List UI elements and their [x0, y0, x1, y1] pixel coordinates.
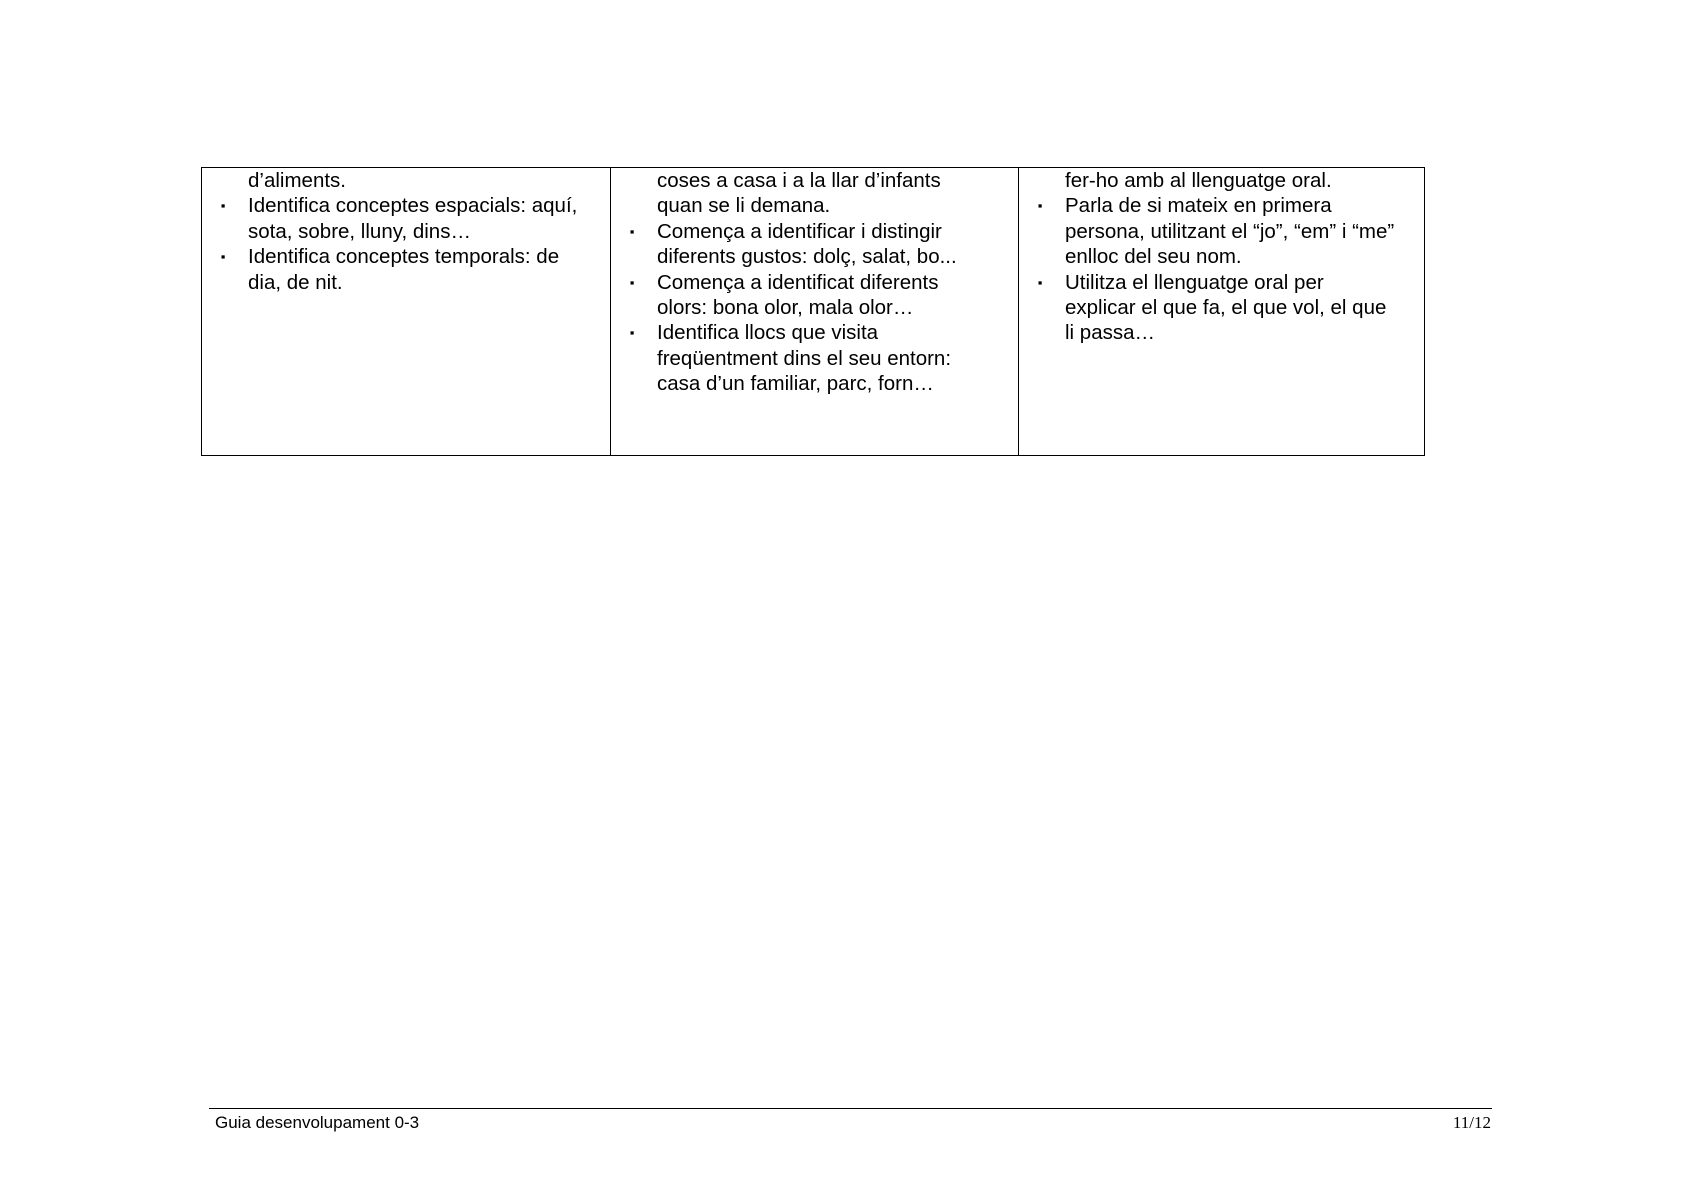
- list-item: [629, 320, 1010, 396]
- list-item-text: Comença a identificar i distingir diferents gustos: dolç, salat, bo...: [657, 219, 957, 269]
- table-column-3: [1018, 168, 1423, 455]
- list-item-text: Identifica conceptes temporals: de dia, de nit.: [248, 245, 560, 294]
- list-item: [1037, 193, 1415, 269]
- table-column-2: [610, 168, 1018, 455]
- list-item: [220, 193, 602, 244]
- square-bullet-icon: ▪: [629, 274, 635, 290]
- list-item: [629, 270, 1010, 321]
- list-item: [629, 219, 1010, 270]
- table-column-1: [202, 168, 610, 455]
- list-item-text: Parla de si mateix en primera persona, utilitzant el “jo”, “em” i “me” enlloc del seu nom.: [1065, 194, 1395, 269]
- footer-document-title: Guia desenvolupament 0-3: [215, 1113, 420, 1132]
- list-item-text: Utilitza el llenguatge oral per explicar el que fa, el que vol, el que li passa…: [1065, 270, 1387, 345]
- square-bullet-icon: ▪: [629, 325, 635, 341]
- cell-content: [220, 168, 602, 295]
- footer-divider: [209, 1108, 1492, 1109]
- footer-page-number: 11/12: [1452, 1113, 1491, 1132]
- square-bullet-icon: ▪: [220, 249, 226, 265]
- list-item: [1037, 270, 1415, 346]
- square-bullet-icon: ▪: [629, 223, 635, 239]
- list-item-text: Identifica conceptes espacials: aquí, sota, sobre, lluny, dins…: [248, 194, 578, 243]
- continuation-text: fer-ho amb al llenguatge oral.: [1065, 169, 1332, 192]
- cell-content: [1037, 168, 1415, 346]
- continuation-text: coses a casa i a la llar d’infants quan se li demana.: [657, 169, 941, 218]
- square-bullet-icon: ▪: [1037, 198, 1043, 214]
- square-bullet-icon: ▪: [1037, 274, 1043, 290]
- cell-content: [629, 168, 1010, 397]
- list-item-text: Identifica llocs que visita freqüentment dins el seu entorn: casa d’un familiar, parc, forn…: [657, 321, 952, 396]
- list-item-text: Comença a identificat diferents olors: bona olor, mala olor…: [657, 270, 939, 320]
- list-item: [220, 244, 602, 295]
- content-table: [201, 167, 1425, 456]
- square-bullet-icon: ▪: [220, 198, 226, 214]
- continuation-text: d’aliments.: [248, 169, 346, 192]
